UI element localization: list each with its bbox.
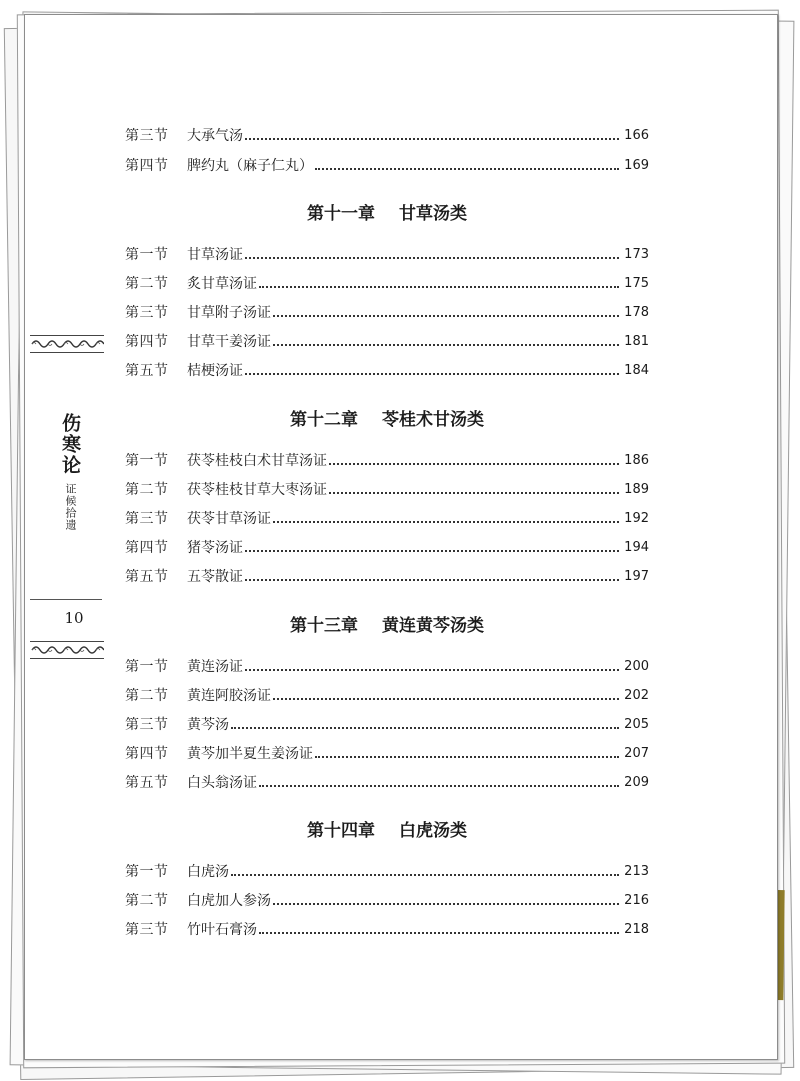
section-number: 第一节: [125, 659, 169, 675]
chapter-title: 白虎汤类: [399, 821, 467, 841]
section-number: 第一节: [125, 453, 169, 469]
section-number: 第二节: [125, 482, 169, 498]
section-title: 黄芩加半夏生姜汤证: [187, 746, 313, 762]
section-title: 甘草汤证: [187, 247, 243, 263]
leader-dots: [329, 492, 619, 494]
section-title: 脾约丸（麻子仁丸）: [187, 158, 313, 174]
section-title: 黄连阿胶汤证: [187, 688, 271, 704]
page-ref: 200: [624, 659, 649, 674]
page-ref: 189: [624, 482, 649, 497]
chapter-heading[interactable]: [125, 614, 649, 638]
toc-entry[interactable]: [125, 450, 649, 472]
section-title: 甘草附子汤证: [187, 305, 271, 321]
page-number: 10: [64, 609, 84, 627]
toc-entry[interactable]: [125, 244, 649, 266]
section-number: 第二节: [125, 688, 169, 704]
toc-entry[interactable]: [125, 656, 649, 678]
chapter-number: 第十二章: [290, 410, 358, 430]
chapter-number: 第十四章: [307, 821, 375, 841]
section-title: 茯苓桂枝甘草大枣汤证: [187, 482, 327, 498]
page-ref: 192: [624, 511, 649, 526]
chapter-title: 苓桂术甘汤类: [382, 410, 484, 430]
section-title: 炙甘草汤证: [187, 276, 257, 292]
page-ref: 194: [624, 540, 649, 555]
page-ref: 178: [624, 305, 649, 320]
chapter-heading[interactable]: [125, 202, 649, 226]
leader-dots: [329, 463, 619, 465]
leader-dots: [231, 727, 619, 729]
section-number: 第四节: [125, 334, 169, 350]
page-ref: 169: [624, 158, 649, 173]
section-number: 第五节: [125, 363, 169, 379]
leader-dots: [245, 138, 619, 140]
section-title: 黄芩汤: [187, 717, 229, 733]
toc-entry[interactable]: [125, 890, 649, 912]
leader-dots: [273, 521, 619, 523]
section-number: 第二节: [125, 893, 169, 909]
page-ref: 216: [624, 893, 649, 908]
chapter-title: 甘草汤类: [399, 204, 467, 224]
section-number: 第一节: [125, 247, 169, 263]
chapter-heading[interactable]: [125, 819, 649, 843]
page-ref: 166: [624, 128, 649, 143]
toc-entry[interactable]: [125, 772, 649, 794]
page-ref: 175: [624, 276, 649, 291]
toc-entry[interactable]: [125, 861, 649, 883]
section-number: 第三节: [125, 128, 169, 144]
toc-entry[interactable]: [125, 360, 649, 382]
section-title: 白虎加人参汤: [187, 893, 271, 909]
leader-dots: [245, 550, 619, 552]
leader-dots: [245, 579, 619, 581]
section-number: 第四节: [125, 746, 169, 762]
leader-dots: [259, 932, 619, 934]
chapter-number: 第十一章: [307, 204, 375, 224]
section-title: 白虎汤: [187, 864, 229, 880]
section-number: 第二节: [125, 276, 169, 292]
toc-entry[interactable]: [125, 566, 649, 588]
section-number: 第三节: [125, 511, 169, 527]
section-title: 白头翁汤证: [187, 775, 257, 791]
toc-entry[interactable]: [125, 273, 649, 295]
section-title: 甘草干姜汤证: [187, 334, 271, 350]
leader-dots: [245, 257, 619, 259]
cloud-ornament-top: [30, 335, 104, 353]
toc-entry[interactable]: [125, 302, 649, 324]
section-number: 第五节: [125, 775, 169, 791]
page-ref: 202: [624, 688, 649, 703]
leader-dots: [273, 903, 619, 905]
leader-dots: [273, 344, 619, 346]
page-ref: 197: [624, 569, 649, 584]
toc-entry[interactable]: [125, 125, 649, 147]
toc-entry[interactable]: [125, 479, 649, 501]
section-title: 茯苓甘草汤证: [187, 511, 271, 527]
leader-dots: [273, 315, 619, 317]
leader-dots: [231, 874, 619, 876]
book-title: 伤寒论: [59, 413, 81, 476]
section-title: 黄连汤证: [187, 659, 243, 675]
chapter-title: 黄连黄芩汤类: [382, 616, 484, 636]
page-ref: 186: [624, 453, 649, 468]
section-number: 第四节: [125, 540, 169, 556]
section-number: 第一节: [125, 864, 169, 880]
section-title: 大承气汤: [187, 128, 243, 144]
toc-entry[interactable]: [125, 508, 649, 530]
section-title: 五苓散证: [187, 569, 243, 585]
section-title: 竹叶石膏汤: [187, 922, 257, 938]
section-title: 桔梗汤证: [187, 363, 243, 379]
leader-dots: [315, 756, 619, 758]
section-title: 猪苓汤证: [187, 540, 243, 556]
page-ref: 173: [624, 247, 649, 262]
page-number-rule: [30, 599, 102, 600]
toc-entry[interactable]: [125, 155, 649, 177]
page-ref: 184: [624, 363, 649, 378]
leader-dots: [259, 785, 619, 787]
toc-entry[interactable]: [125, 919, 649, 941]
chapter-number: 第十三章: [290, 616, 358, 636]
section-number: 第三节: [125, 922, 169, 938]
section-number: 第三节: [125, 717, 169, 733]
page-ref: 213: [624, 864, 649, 879]
page-ref: 181: [624, 334, 649, 349]
chapter-heading[interactable]: [125, 408, 649, 432]
leader-dots: [315, 168, 619, 170]
book-subtitle: 证候拾遗: [64, 483, 77, 531]
section-number: 第三节: [125, 305, 169, 321]
leader-dots: [259, 286, 619, 288]
page-ref: 207: [624, 746, 649, 761]
section-number: 第四节: [125, 158, 169, 174]
cloud-ornament-bottom: [30, 641, 104, 659]
toc-entry[interactable]: [125, 743, 649, 765]
toc-entry[interactable]: [125, 685, 649, 707]
toc-entry[interactable]: [125, 714, 649, 736]
section-number: 第五节: [125, 569, 169, 585]
toc-entry[interactable]: [125, 331, 649, 353]
leader-dots: [245, 669, 619, 671]
leader-dots: [273, 698, 619, 700]
leader-dots: [245, 373, 619, 375]
page-ref: 218: [624, 922, 649, 937]
page-ref: 209: [624, 775, 649, 790]
toc-page: [24, 14, 778, 1060]
page-ref: 205: [624, 717, 649, 732]
toc-entry[interactable]: [125, 537, 649, 559]
section-title: 茯苓桂枝白术甘草汤证: [187, 453, 327, 469]
